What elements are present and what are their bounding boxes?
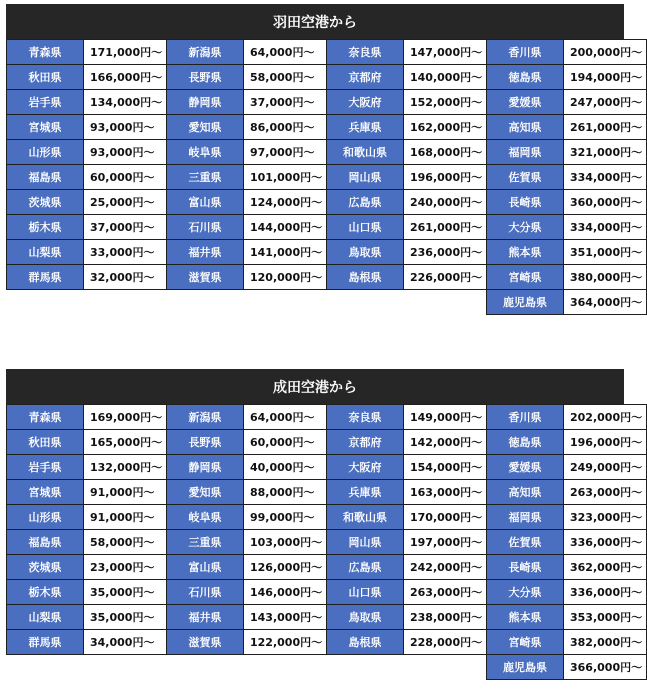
haneda-fare-section	[6, 4, 643, 315]
prefecture-cell: 鳥取県	[327, 240, 404, 265]
prefecture-cell: 大分県	[487, 215, 564, 240]
prefecture-cell: 福井県	[167, 240, 244, 265]
prefecture-cell: 福島県	[7, 165, 84, 190]
fare-cell: 33,000円〜	[84, 240, 167, 265]
fare-cell: 40,000円〜	[244, 455, 327, 480]
narita-fare-table	[6, 404, 647, 680]
prefecture-cell: 長野県	[167, 65, 244, 90]
fare-cell: 263,000円〜	[404, 580, 487, 605]
prefecture-cell: 愛知県	[167, 115, 244, 140]
fare-cell: 97,000円〜	[244, 140, 327, 165]
narita-table-row	[7, 530, 647, 555]
haneda-table-row	[7, 265, 647, 290]
fare-cell: 140,000円〜	[404, 65, 487, 90]
prefecture-cell: 鹿児島県	[487, 290, 564, 315]
prefecture-cell: 栃木県	[7, 580, 84, 605]
prefecture-cell: 福島県	[7, 530, 84, 555]
haneda-table-row	[7, 40, 647, 65]
prefecture-cell: 静岡県	[167, 455, 244, 480]
prefecture-cell: 鳥取県	[327, 605, 404, 630]
prefecture-cell: 三重県	[167, 530, 244, 555]
prefecture-cell: 奈良県	[327, 40, 404, 65]
prefecture-cell: 山形県	[7, 140, 84, 165]
prefecture-cell: 山形県	[7, 505, 84, 530]
fare-cell: 149,000円〜	[404, 405, 487, 430]
prefecture-cell: 京都府	[327, 65, 404, 90]
fare-cell: 25,000円〜	[84, 190, 167, 215]
fare-cell: 60,000円〜	[244, 430, 327, 455]
prefecture-cell: 長崎県	[487, 555, 564, 580]
fare-cell: 382,000円〜	[564, 630, 647, 655]
prefecture-cell: 熊本県	[487, 240, 564, 265]
fare-cell: 124,000円〜	[244, 190, 327, 215]
prefecture-cell: 岐阜県	[167, 505, 244, 530]
narita-table-row	[7, 405, 647, 430]
fare-cell: 93,000円〜	[84, 115, 167, 140]
fare-cell: 35,000円〜	[84, 605, 167, 630]
prefecture-cell: 長野県	[167, 430, 244, 455]
prefecture-cell: 静岡県	[167, 90, 244, 115]
fare-cell: 200,000円〜	[564, 40, 647, 65]
fare-cell: 236,000円〜	[404, 240, 487, 265]
prefecture-cell: 宮城県	[7, 480, 84, 505]
fare-cell: 334,000円〜	[564, 165, 647, 190]
fare-cell: 261,000円〜	[404, 215, 487, 240]
fare-cell: 380,000円〜	[564, 265, 647, 290]
fare-cell: 351,000円〜	[564, 240, 647, 265]
empty-cell	[327, 655, 404, 680]
prefecture-cell: 茨城県	[7, 190, 84, 215]
prefecture-cell: 和歌山県	[327, 505, 404, 530]
prefecture-cell: 山口県	[327, 215, 404, 240]
fare-cell: 23,000円〜	[84, 555, 167, 580]
prefecture-cell: 徳島県	[487, 65, 564, 90]
prefecture-cell: 石川県	[167, 580, 244, 605]
prefecture-cell: 青森県	[7, 40, 84, 65]
prefecture-cell: 広島県	[327, 190, 404, 215]
haneda-table-row	[7, 115, 647, 140]
narita-table-row	[7, 580, 647, 605]
narita-table-row	[7, 505, 647, 530]
fare-cell: 242,000円〜	[404, 555, 487, 580]
prefecture-cell: 佐賀県	[487, 165, 564, 190]
prefecture-cell: 愛知県	[167, 480, 244, 505]
fare-cell: 134,000円〜	[84, 90, 167, 115]
narita-table-row	[7, 555, 647, 580]
fare-cell: 162,000円〜	[404, 115, 487, 140]
empty-cell	[244, 290, 327, 315]
prefecture-cell: 滋賀県	[167, 630, 244, 655]
fare-cell: 165,000円〜	[84, 430, 167, 455]
haneda-table-row	[7, 190, 647, 215]
fare-cell: 202,000円〜	[564, 405, 647, 430]
fare-cell: 58,000円〜	[84, 530, 167, 555]
fare-cell: 170,000円〜	[404, 505, 487, 530]
fare-cell: 154,000円〜	[404, 455, 487, 480]
haneda-table-row	[7, 65, 647, 90]
prefecture-cell: 新潟県	[167, 40, 244, 65]
prefecture-cell: 高知県	[487, 480, 564, 505]
prefecture-cell: 岩手県	[7, 90, 84, 115]
prefecture-cell: 富山県	[167, 555, 244, 580]
prefecture-cell: 青森県	[7, 405, 84, 430]
prefecture-cell: 三重県	[167, 165, 244, 190]
narita-table-row	[7, 630, 647, 655]
haneda-table-row	[7, 90, 647, 115]
fare-cell: 122,000円〜	[244, 630, 327, 655]
empty-cell	[167, 655, 244, 680]
fare-cell: 163,000円〜	[404, 480, 487, 505]
empty-cell	[404, 655, 487, 680]
narita-table-row	[7, 480, 647, 505]
prefecture-cell: 佐賀県	[487, 530, 564, 555]
fare-cell: 247,000円〜	[564, 90, 647, 115]
fare-cell: 34,000円〜	[84, 630, 167, 655]
prefecture-cell: 群馬県	[7, 265, 84, 290]
fare-cell: 166,000円〜	[84, 65, 167, 90]
fare-cell: 334,000円〜	[564, 215, 647, 240]
fare-cell: 196,000円〜	[564, 430, 647, 455]
fare-cell: 120,000円〜	[244, 265, 327, 290]
prefecture-cell: 秋田県	[7, 430, 84, 455]
prefecture-cell: 茨城県	[7, 555, 84, 580]
fare-cell: 93,000円〜	[84, 140, 167, 165]
fare-cell: 126,000円〜	[244, 555, 327, 580]
haneda-table-row	[7, 290, 647, 315]
fare-cell: 196,000円〜	[404, 165, 487, 190]
fare-cell: 86,000円〜	[244, 115, 327, 140]
prefecture-cell: 福岡県	[487, 505, 564, 530]
prefecture-cell: 長崎県	[487, 190, 564, 215]
narita-table-row	[7, 455, 647, 480]
fare-cell: 168,000円〜	[404, 140, 487, 165]
prefecture-cell: 宮崎県	[487, 265, 564, 290]
fare-cell: 146,000円〜	[244, 580, 327, 605]
prefecture-cell: 島根県	[327, 630, 404, 655]
prefecture-cell: 岩手県	[7, 455, 84, 480]
fare-cell: 99,000円〜	[244, 505, 327, 530]
prefecture-cell: 宮城県	[7, 115, 84, 140]
prefecture-cell: 岐阜県	[167, 140, 244, 165]
empty-cell	[244, 655, 327, 680]
empty-cell	[404, 290, 487, 315]
fare-cell: 336,000円〜	[564, 580, 647, 605]
fare-cell: 194,000円〜	[564, 65, 647, 90]
fare-cell: 132,000円〜	[84, 455, 167, 480]
prefecture-cell: 鹿児島県	[487, 655, 564, 680]
fare-cell: 228,000円〜	[404, 630, 487, 655]
prefecture-cell: 山梨県	[7, 240, 84, 265]
fare-cell: 240,000円〜	[404, 190, 487, 215]
prefecture-cell: 徳島県	[487, 430, 564, 455]
prefecture-cell: 山口県	[327, 580, 404, 605]
fare-cell: 88,000円〜	[244, 480, 327, 505]
prefecture-cell: 島根県	[327, 265, 404, 290]
fare-cell: 197,000円〜	[404, 530, 487, 555]
prefecture-cell: 京都府	[327, 430, 404, 455]
fare-cell: 366,000円〜	[564, 655, 647, 680]
prefecture-cell: 新潟県	[167, 405, 244, 430]
fare-cell: 336,000円〜	[564, 530, 647, 555]
prefecture-cell: 石川県	[167, 215, 244, 240]
prefecture-cell: 愛媛県	[487, 455, 564, 480]
prefecture-cell: 兵庫県	[327, 115, 404, 140]
narita-section-title: 成田空港から	[6, 369, 624, 404]
narita-table-row	[7, 655, 647, 680]
prefecture-cell: 山梨県	[7, 605, 84, 630]
prefecture-cell: 福井県	[167, 605, 244, 630]
prefecture-cell: 和歌山県	[327, 140, 404, 165]
prefecture-cell: 大分県	[487, 580, 564, 605]
fare-cell: 263,000円〜	[564, 480, 647, 505]
fare-cell: 169,000円〜	[84, 405, 167, 430]
prefecture-cell: 岡山県	[327, 165, 404, 190]
fare-cell: 261,000円〜	[564, 115, 647, 140]
fare-cell: 141,000円〜	[244, 240, 327, 265]
prefecture-cell: 香川県	[487, 405, 564, 430]
fare-cell: 362,000円〜	[564, 555, 647, 580]
fare-cell: 37,000円〜	[244, 90, 327, 115]
fare-cell: 171,000円〜	[84, 40, 167, 65]
narita-table-row	[7, 430, 647, 455]
fare-cell: 142,000円〜	[404, 430, 487, 455]
prefecture-cell: 熊本県	[487, 605, 564, 630]
empty-cell	[7, 655, 84, 680]
prefecture-cell: 富山県	[167, 190, 244, 215]
prefecture-cell: 福岡県	[487, 140, 564, 165]
fare-cell: 152,000円〜	[404, 90, 487, 115]
fare-cell: 147,000円〜	[404, 40, 487, 65]
empty-cell	[7, 290, 84, 315]
fare-cell: 101,000円〜	[244, 165, 327, 190]
fare-cell: 144,000円〜	[244, 215, 327, 240]
fare-cell: 321,000円〜	[564, 140, 647, 165]
haneda-section-title: 羽田空港から	[6, 4, 624, 39]
empty-cell	[167, 290, 244, 315]
fare-cell: 60,000円〜	[84, 165, 167, 190]
prefecture-cell: 秋田県	[7, 65, 84, 90]
prefecture-cell: 愛媛県	[487, 90, 564, 115]
prefecture-cell: 広島県	[327, 555, 404, 580]
haneda-fare-table	[6, 39, 647, 315]
fare-cell: 364,000円〜	[564, 290, 647, 315]
fare-cell: 91,000円〜	[84, 505, 167, 530]
fare-cell: 323,000円〜	[564, 505, 647, 530]
fare-cell: 103,000円〜	[244, 530, 327, 555]
prefecture-cell: 栃木県	[7, 215, 84, 240]
narita-table-row	[7, 605, 647, 630]
prefecture-cell: 大阪府	[327, 90, 404, 115]
fare-cell: 64,000円〜	[244, 405, 327, 430]
prefecture-cell: 群馬県	[7, 630, 84, 655]
empty-cell	[327, 290, 404, 315]
fare-cell: 249,000円〜	[564, 455, 647, 480]
empty-cell	[84, 290, 167, 315]
empty-cell	[84, 655, 167, 680]
haneda-table-row	[7, 215, 647, 240]
prefecture-cell: 高知県	[487, 115, 564, 140]
fare-cell: 58,000円〜	[244, 65, 327, 90]
haneda-table-row	[7, 165, 647, 190]
fare-cell: 226,000円〜	[404, 265, 487, 290]
prefecture-cell: 兵庫県	[327, 480, 404, 505]
haneda-table-row	[7, 240, 647, 265]
fare-cell: 64,000円〜	[244, 40, 327, 65]
haneda-table-row	[7, 140, 647, 165]
narita-fare-section	[6, 369, 643, 680]
fare-cell: 91,000円〜	[84, 480, 167, 505]
prefecture-cell: 岡山県	[327, 530, 404, 555]
prefecture-cell: 大阪府	[327, 455, 404, 480]
fare-cell: 238,000円〜	[404, 605, 487, 630]
prefecture-cell: 滋賀県	[167, 265, 244, 290]
prefecture-cell: 宮崎県	[487, 630, 564, 655]
fare-cell: 360,000円〜	[564, 190, 647, 215]
fare-cell: 32,000円〜	[84, 265, 167, 290]
fare-cell: 35,000円〜	[84, 580, 167, 605]
fare-cell: 353,000円〜	[564, 605, 647, 630]
prefecture-cell: 奈良県	[327, 405, 404, 430]
fare-cell: 37,000円〜	[84, 215, 167, 240]
fare-cell: 143,000円〜	[244, 605, 327, 630]
prefecture-cell: 香川県	[487, 40, 564, 65]
